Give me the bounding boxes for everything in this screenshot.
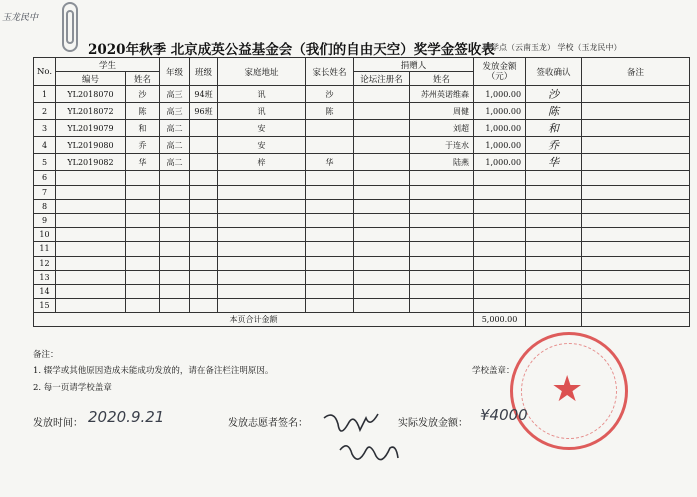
cell-address: 讯: [218, 86, 306, 103]
cell-forum: [354, 185, 410, 199]
cell-name: 陈: [126, 103, 160, 120]
cell-remark: [582, 299, 690, 313]
cell-remark: [582, 185, 690, 199]
cell-grade: [160, 171, 190, 185]
cell-class: [190, 284, 218, 298]
cell-remark: [582, 154, 690, 171]
cell-no: 13: [34, 270, 56, 284]
cell-grade: [160, 242, 190, 256]
page-subtitle: [483, 42, 622, 53]
cell-forum: [354, 199, 410, 213]
cell-amount: 1,000.00: [474, 86, 526, 103]
cell-address: [218, 270, 306, 284]
col-forum-name: 论坛注册名: [354, 72, 410, 86]
col-amount: 发放金额（元）: [474, 58, 526, 86]
table-row: [34, 199, 690, 213]
cell-class: 96班: [190, 103, 218, 120]
cell-id: YL2018072: [56, 103, 126, 120]
cell-grade: [160, 213, 190, 227]
cell-donor: [410, 199, 474, 213]
cell-amount: [474, 242, 526, 256]
col-address: 家庭地址: [218, 58, 306, 86]
cell-remark: [582, 86, 690, 103]
cell-remark: [582, 213, 690, 227]
cell-no: 14: [34, 284, 56, 298]
cell-amount: 1,000.00: [474, 120, 526, 137]
cell-amount: [474, 284, 526, 298]
cell-id: YL2019080: [56, 137, 126, 154]
cell-sign: 华: [526, 154, 582, 171]
cell-address: [218, 242, 306, 256]
cell-donor: [410, 284, 474, 298]
cell-sign: 陈: [526, 103, 582, 120]
cell-donor: 于连水: [410, 137, 474, 154]
cell-remark: [582, 270, 690, 284]
cell-name: [126, 242, 160, 256]
cell-amount: [474, 299, 526, 313]
cell-parent: [306, 270, 354, 284]
cell-sign: [526, 213, 582, 227]
cell-amount: [474, 213, 526, 227]
cell-no: 9: [34, 213, 56, 227]
table-body: [34, 86, 690, 313]
table-row: [34, 120, 690, 137]
volunteer-label: 发放志愿者签名：: [228, 418, 308, 429]
cell-donor: 刘超: [410, 120, 474, 137]
cell-parent: [306, 228, 354, 242]
date-label: 发放时间：: [33, 418, 83, 429]
cell-address: 安: [218, 137, 306, 154]
cell-forum: [354, 228, 410, 242]
cell-class: [190, 137, 218, 154]
cell-id: [56, 185, 126, 199]
cell-no: 7: [34, 185, 56, 199]
cell-no: 8: [34, 199, 56, 213]
cell-no: 3: [34, 120, 56, 137]
col-remark: 备注: [582, 58, 690, 86]
cell-remark: [582, 256, 690, 270]
cell-class: [190, 299, 218, 313]
cell-no: 6: [34, 171, 56, 185]
cell-amount: [474, 228, 526, 242]
cell-amount: [474, 199, 526, 213]
cell-forum: [354, 256, 410, 270]
date-value: 2020.9.21: [88, 408, 165, 426]
school-seal: [510, 332, 628, 450]
cell-grade: [160, 256, 190, 270]
table-row: [34, 213, 690, 227]
cell-remark: [582, 103, 690, 120]
cell-remark: [582, 284, 690, 298]
cell-class: [190, 213, 218, 227]
cell-no: 12: [34, 256, 56, 270]
cell-no: 11: [34, 242, 56, 256]
cell-donor: [410, 242, 474, 256]
table-row: [34, 299, 690, 313]
cell-no: 5: [34, 154, 56, 171]
table-row: [34, 171, 690, 185]
cell-parent: [306, 185, 354, 199]
cell-grade: [160, 199, 190, 213]
cell-name: 沙: [126, 86, 160, 103]
cell-address: [218, 228, 306, 242]
cell-id: [56, 213, 126, 227]
cell-sign: [526, 228, 582, 242]
cell-grade: 高三: [160, 86, 190, 103]
cell-address: 讯: [218, 103, 306, 120]
cell-sign: [526, 171, 582, 185]
col-name: 姓名: [126, 72, 160, 86]
cell-address: 安: [218, 120, 306, 137]
cell-forum: [354, 213, 410, 227]
cell-amount: 1,000.00: [474, 103, 526, 120]
cell-parent: [306, 199, 354, 213]
cell-forum: [354, 299, 410, 313]
col-grade: 年级: [160, 58, 190, 86]
cell-forum: [354, 137, 410, 154]
col-donor-name: 姓名: [410, 72, 474, 86]
cell-parent: 华: [306, 154, 354, 171]
cell-id: [56, 242, 126, 256]
cell-remark: [582, 199, 690, 213]
stamp-label: 学校盖章：: [472, 366, 515, 376]
cell-grade: [160, 270, 190, 284]
scholarship-table: [33, 57, 690, 327]
cell-parent: [306, 284, 354, 298]
cell-amount: [474, 185, 526, 199]
cell-class: [190, 256, 218, 270]
cell-donor: 周健: [410, 103, 474, 120]
cell-id: [56, 270, 126, 284]
cell-forum: [354, 103, 410, 120]
cell-parent: [306, 213, 354, 227]
cell-id: [56, 256, 126, 270]
cell-class: 94班: [190, 86, 218, 103]
cell-sign: 和: [526, 120, 582, 137]
cell-parent: [306, 256, 354, 270]
total-value: 5,000.00: [474, 313, 526, 327]
cell-forum: [354, 171, 410, 185]
cell-amount: 1,000.00: [474, 154, 526, 171]
region-label: 助学点（云南玉龙）: [483, 43, 555, 52]
cell-remark: [582, 120, 690, 137]
cell-address: [218, 185, 306, 199]
actual-value: ¥4000: [480, 406, 528, 424]
cell-forum: [354, 154, 410, 171]
cell-donor: [410, 256, 474, 270]
col-no: No.: [34, 58, 56, 86]
cell-class: [190, 242, 218, 256]
cell-id: [56, 299, 126, 313]
col-id: 编号: [56, 72, 126, 86]
cell-donor: [410, 299, 474, 313]
cell-grade: 高二: [160, 137, 190, 154]
table-row: [34, 154, 690, 171]
cell-no: 2: [34, 103, 56, 120]
cell-no: 10: [34, 228, 56, 242]
cell-amount: [474, 256, 526, 270]
corner-handwritten-note: 玉龙民中: [2, 13, 39, 23]
cell-parent: [306, 299, 354, 313]
cell-name: [126, 185, 160, 199]
cell-donor: [410, 213, 474, 227]
cell-parent: [306, 171, 354, 185]
cell-grade: [160, 228, 190, 242]
cell-id: YL2018070: [56, 86, 126, 103]
cell-parent: [306, 120, 354, 137]
cell-name: [126, 299, 160, 313]
notes-line-2: 2. 每一页请学校盖章: [33, 383, 112, 393]
cell-forum: [354, 86, 410, 103]
cell-forum: [354, 242, 410, 256]
cell-name: [126, 270, 160, 284]
col-student: 学生: [56, 58, 160, 72]
cell-remark: [582, 171, 690, 185]
actual-label: 实际发放金额：: [398, 418, 468, 429]
cell-name: [126, 171, 160, 185]
cell-sign: [526, 199, 582, 213]
cell-donor: [410, 171, 474, 185]
cell-sign: [526, 185, 582, 199]
cell-id: [56, 284, 126, 298]
table-row: [34, 86, 690, 103]
cell-sign: 沙: [526, 86, 582, 103]
cell-remark: [582, 242, 690, 256]
cell-class: [190, 185, 218, 199]
cell-name: [126, 199, 160, 213]
cell-id: [56, 228, 126, 242]
cell-forum: [354, 120, 410, 137]
cell-name: [126, 213, 160, 227]
cell-name: [126, 228, 160, 242]
paper-clip-inner: [66, 10, 74, 44]
cell-no: 1: [34, 86, 56, 103]
cell-address: [218, 256, 306, 270]
cell-grade: 高二: [160, 120, 190, 137]
col-receipt: 签收确认: [526, 58, 582, 86]
cell-amount: [474, 171, 526, 185]
cell-sign: [526, 270, 582, 284]
cell-grade: 高三: [160, 103, 190, 120]
cell-address: 梓: [218, 154, 306, 171]
total-label: 本页合计金额: [34, 313, 474, 327]
cell-sign: [526, 242, 582, 256]
cell-remark: [582, 228, 690, 242]
cell-grade: 高二: [160, 154, 190, 171]
cell-address: [218, 299, 306, 313]
cell-grade: [160, 299, 190, 313]
cell-name: [126, 256, 160, 270]
cell-class: [190, 270, 218, 284]
page-title: 2020年秋季 北京成英公益基金会（我们的自由天空）奖学金签收表: [88, 42, 495, 58]
cell-parent: [306, 137, 354, 154]
cell-sign: [526, 256, 582, 270]
cell-parent: 沙: [306, 86, 354, 103]
cell-grade: [160, 185, 190, 199]
cell-forum: [354, 270, 410, 284]
cell-class: [190, 228, 218, 242]
cell-name: [126, 284, 160, 298]
cell-parent: 陈: [306, 103, 354, 120]
cell-donor: [410, 270, 474, 284]
table-row: [34, 284, 690, 298]
col-class: 班级: [190, 58, 218, 86]
cell-name: 和: [126, 120, 160, 137]
cell-name: 乔: [126, 137, 160, 154]
cell-donor: [410, 185, 474, 199]
cell-donor: [410, 228, 474, 242]
table-row: [34, 270, 690, 284]
cell-name: 华: [126, 154, 160, 171]
cell-address: [218, 171, 306, 185]
cell-amount: 1,000.00: [474, 137, 526, 154]
cell-class: [190, 199, 218, 213]
table-row: [34, 228, 690, 242]
cell-id: [56, 199, 126, 213]
cell-class: [190, 154, 218, 171]
cell-no: 15: [34, 299, 56, 313]
cell-address: [218, 213, 306, 227]
cell-class: [190, 171, 218, 185]
table-row: [34, 185, 690, 199]
star-icon: ★: [551, 369, 584, 410]
col-parent: 家长姓名: [306, 58, 354, 86]
cell-grade: [160, 284, 190, 298]
cell-no: 4: [34, 137, 56, 154]
cell-id: YL2019079: [56, 120, 126, 137]
cell-amount: [474, 270, 526, 284]
cell-sign: 乔: [526, 137, 582, 154]
cell-class: [190, 120, 218, 137]
table-row: [34, 242, 690, 256]
table-row: [34, 103, 690, 120]
notes-line-1: 1. 辍学或其他原因造成未能成功发放的，请在备注栏注明原因。: [33, 366, 274, 376]
notes-heading: 备注：: [33, 350, 59, 360]
cell-id: [56, 171, 126, 185]
cell-parent: [306, 242, 354, 256]
school-label: 学校（玉龙民中）: [557, 43, 622, 52]
cell-donor: 苏州英诺维森: [410, 86, 474, 103]
table-row: [34, 256, 690, 270]
table-row: [34, 137, 690, 154]
volunteer-signature: [318, 398, 428, 478]
cell-id: YL2019082: [56, 154, 126, 171]
cell-sign: [526, 299, 582, 313]
cell-forum: [354, 284, 410, 298]
cell-sign: [526, 284, 582, 298]
col-donor: 捐赠人: [354, 58, 474, 72]
cell-remark: [582, 137, 690, 154]
cell-donor: 陆燕: [410, 154, 474, 171]
cell-address: [218, 284, 306, 298]
cell-address: [218, 199, 306, 213]
